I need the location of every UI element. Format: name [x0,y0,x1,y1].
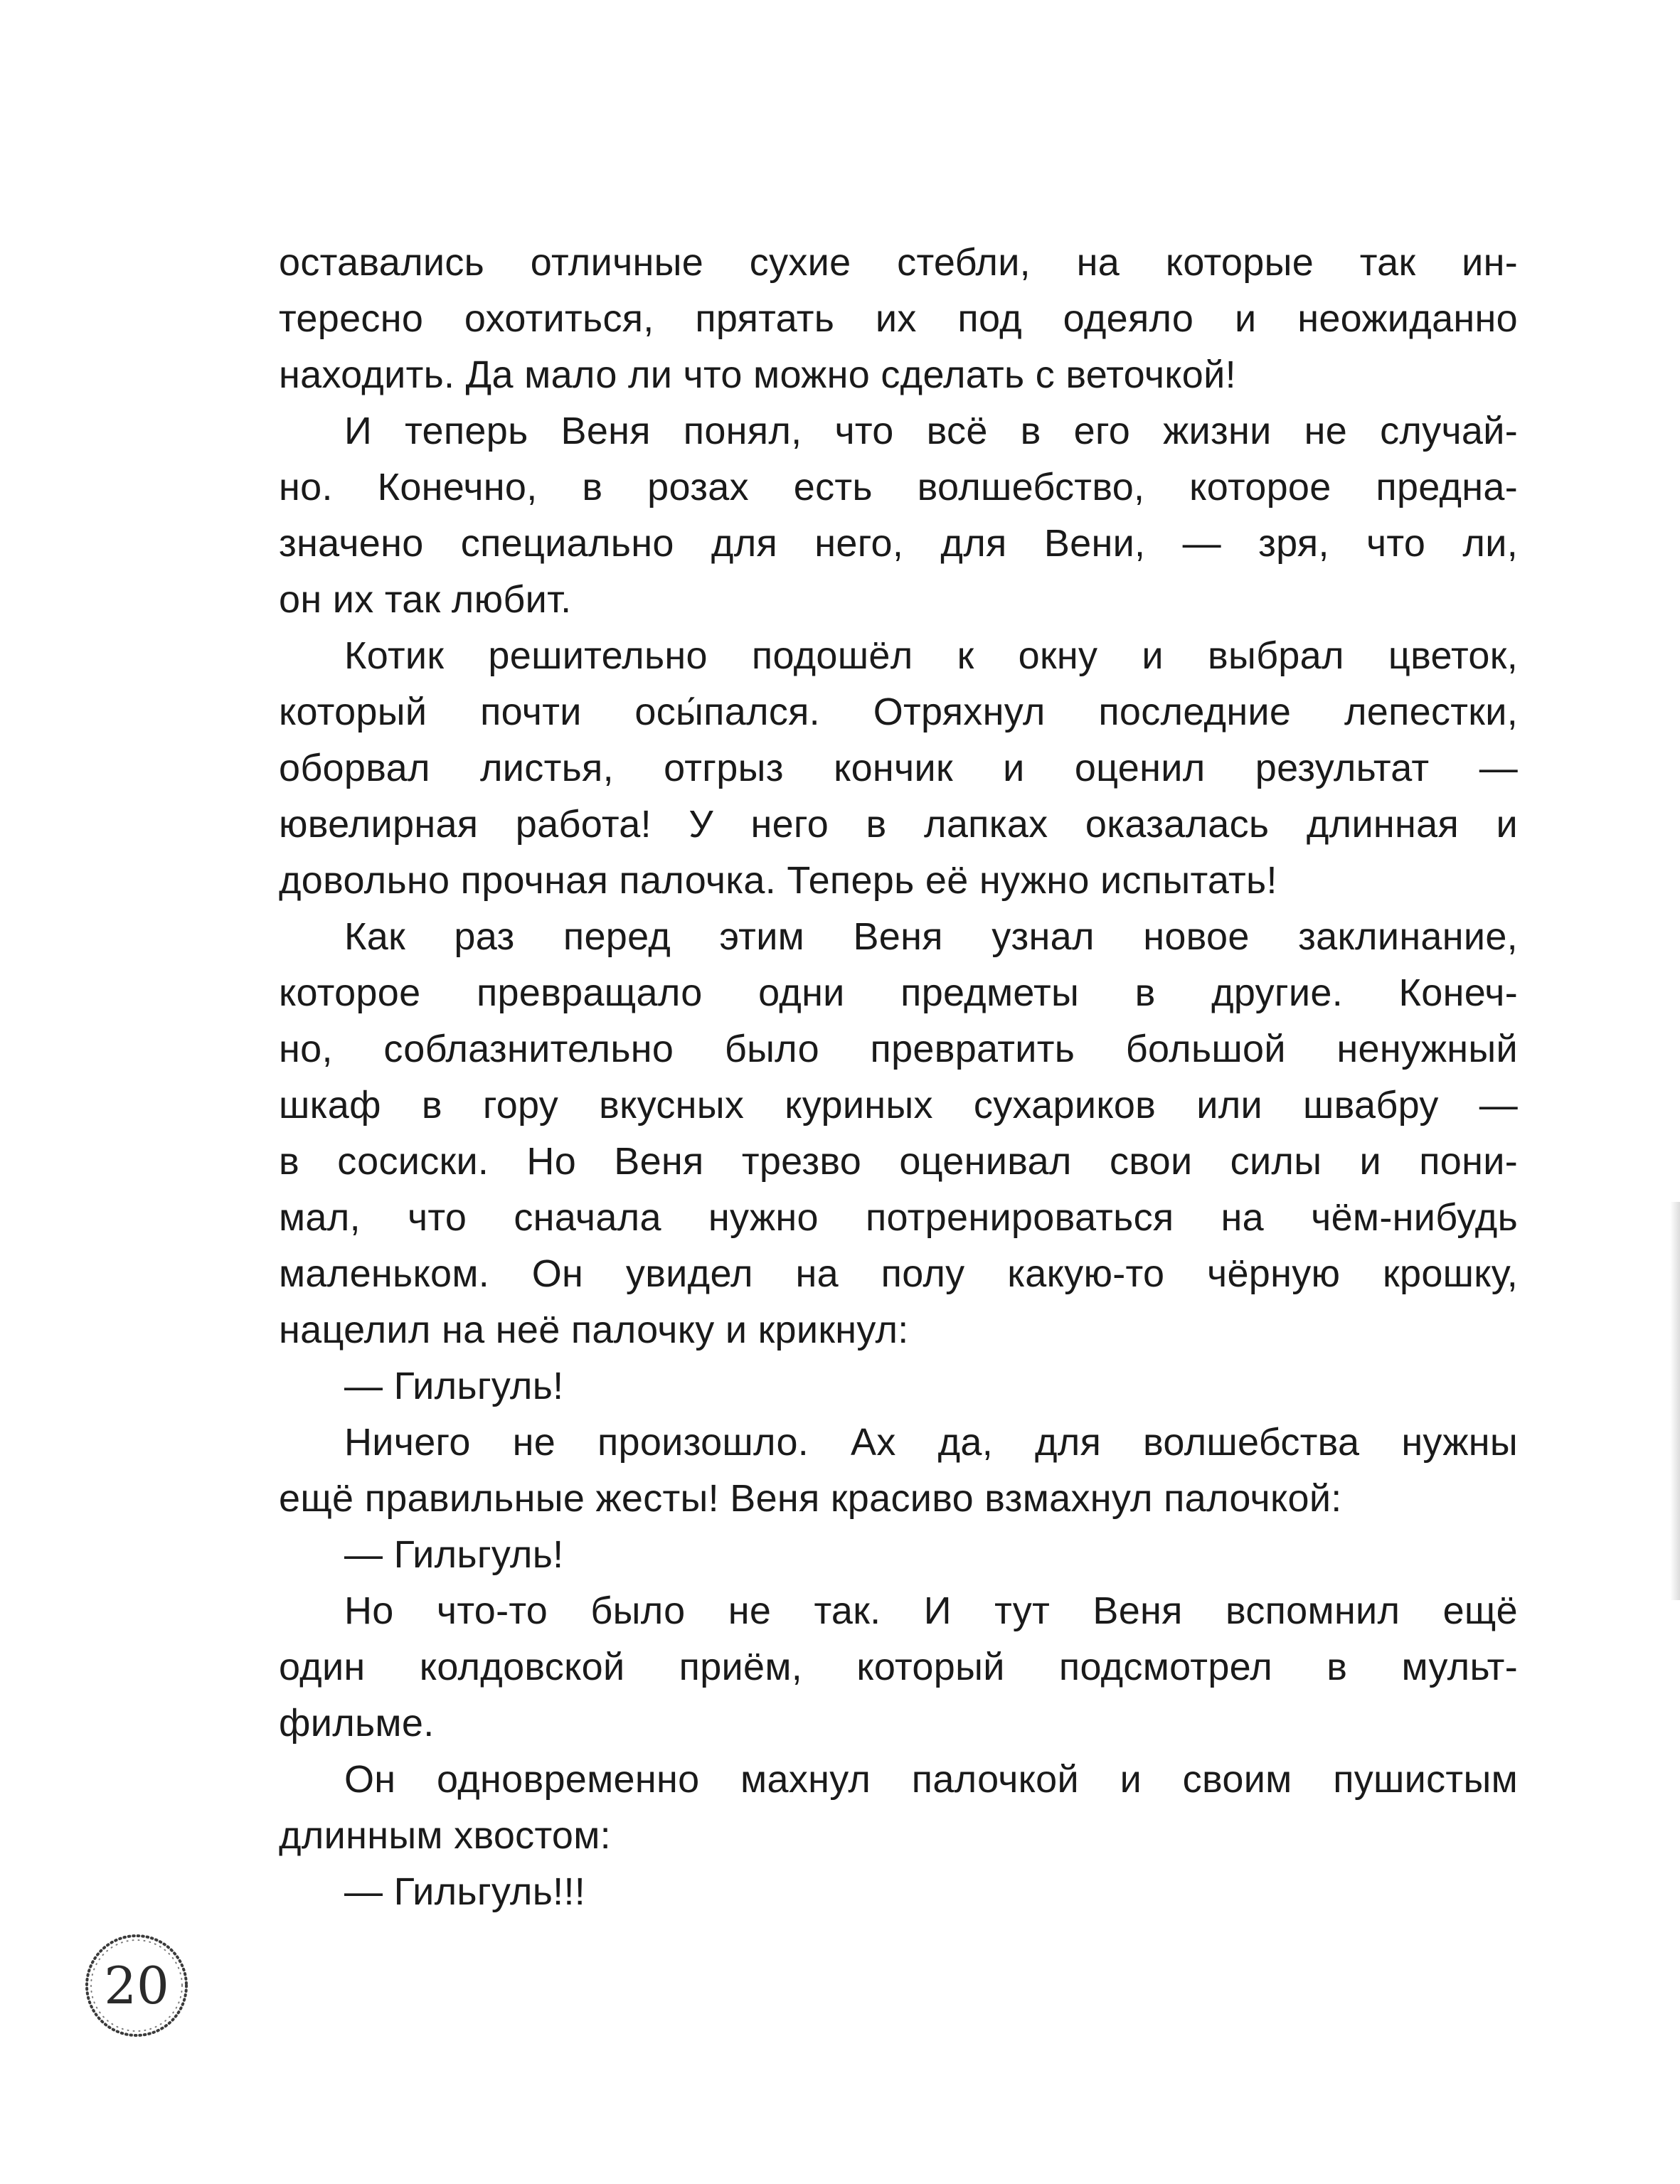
text-line: нацелил на неё палочку и крикнул: [279,1309,909,1351]
text-line: — Гильгуль! [344,1533,564,1576]
text-line: довольно прочная палочка. Теперь её нужно испытать! [279,859,1277,902]
page-body-text [279,235,1518,1920]
text-line: Но что-то было не так. И тут Веня вспомнил ещё [344,1589,1518,1632]
page-number-badge [80,1929,193,2042]
text-line: он их так любит. [279,578,572,621]
text-line: фильме. [279,1702,435,1744]
text-line: которое превращало одни предметы в другие. Конеч- [279,971,1518,1014]
text-line: Ничего не произошло. Ах да, для волшебства нужны [344,1421,1518,1464]
text-line: который почти осы́пался. Отряхнул последние лепестки, [279,691,1518,733]
text-line: мал, что сначала нужно потренироваться на чём-нибудь [279,1196,1518,1239]
text-line: тересно охотиться, прятать их под одеяло и неожиданно [279,297,1518,340]
text-line: но, соблазнительно было превратить большой ненужный [279,1028,1518,1070]
text-line: оставались отличные сухие стебли, на которые так ин- [279,241,1518,284]
text-line: маленьком. Он увидел на полу какую-то чёрную крошку, [279,1252,1518,1295]
text-line: ювелирная работа! У него в лапках оказалась длинная и [279,803,1518,846]
text-line: значено специально для него, для Вени, — зря, что ли, [279,522,1518,565]
text-line: один колдовской приём, который подсмотрел в мульт- [279,1646,1518,1688]
text-line: оборвал листья, отгрыз кончик и оценил результат — [279,747,1518,789]
text-line: находить. Да мало ли что можно сделать с веточкой! [279,353,1236,396]
text-line: — Гильгуль! [344,1365,564,1407]
text-line: но. Конечно, в розах есть волшебство, которое предна- [279,466,1518,508]
text-line: Как раз перед этим Веня узнал новое заклинание, [344,915,1518,958]
text-line: Котик решительно подошёл к окну и выбрал цветок, [344,634,1518,677]
text-line: ещё правильные жесты! Веня красиво взмахнул палочкой: [279,1477,1342,1520]
text-line: — Гильгуль!!! [344,1870,586,1913]
text-line: И теперь Веня понял, что всё в его жизни не случай- [344,410,1518,452]
page-number: 20 [104,1956,169,2015]
text-line: шкаф в гору вкусных куриных сухариков или швабру — [279,1084,1518,1126]
page-edge-shadow [1670,1202,1680,1600]
text-line: в сосиски. Но Веня трезво оценивал свои силы и пони- [279,1140,1518,1183]
text-line: длинным хвостом: [279,1814,611,1857]
text-line: Он одновременно махнул палочкой и своим пушистым [344,1758,1518,1801]
